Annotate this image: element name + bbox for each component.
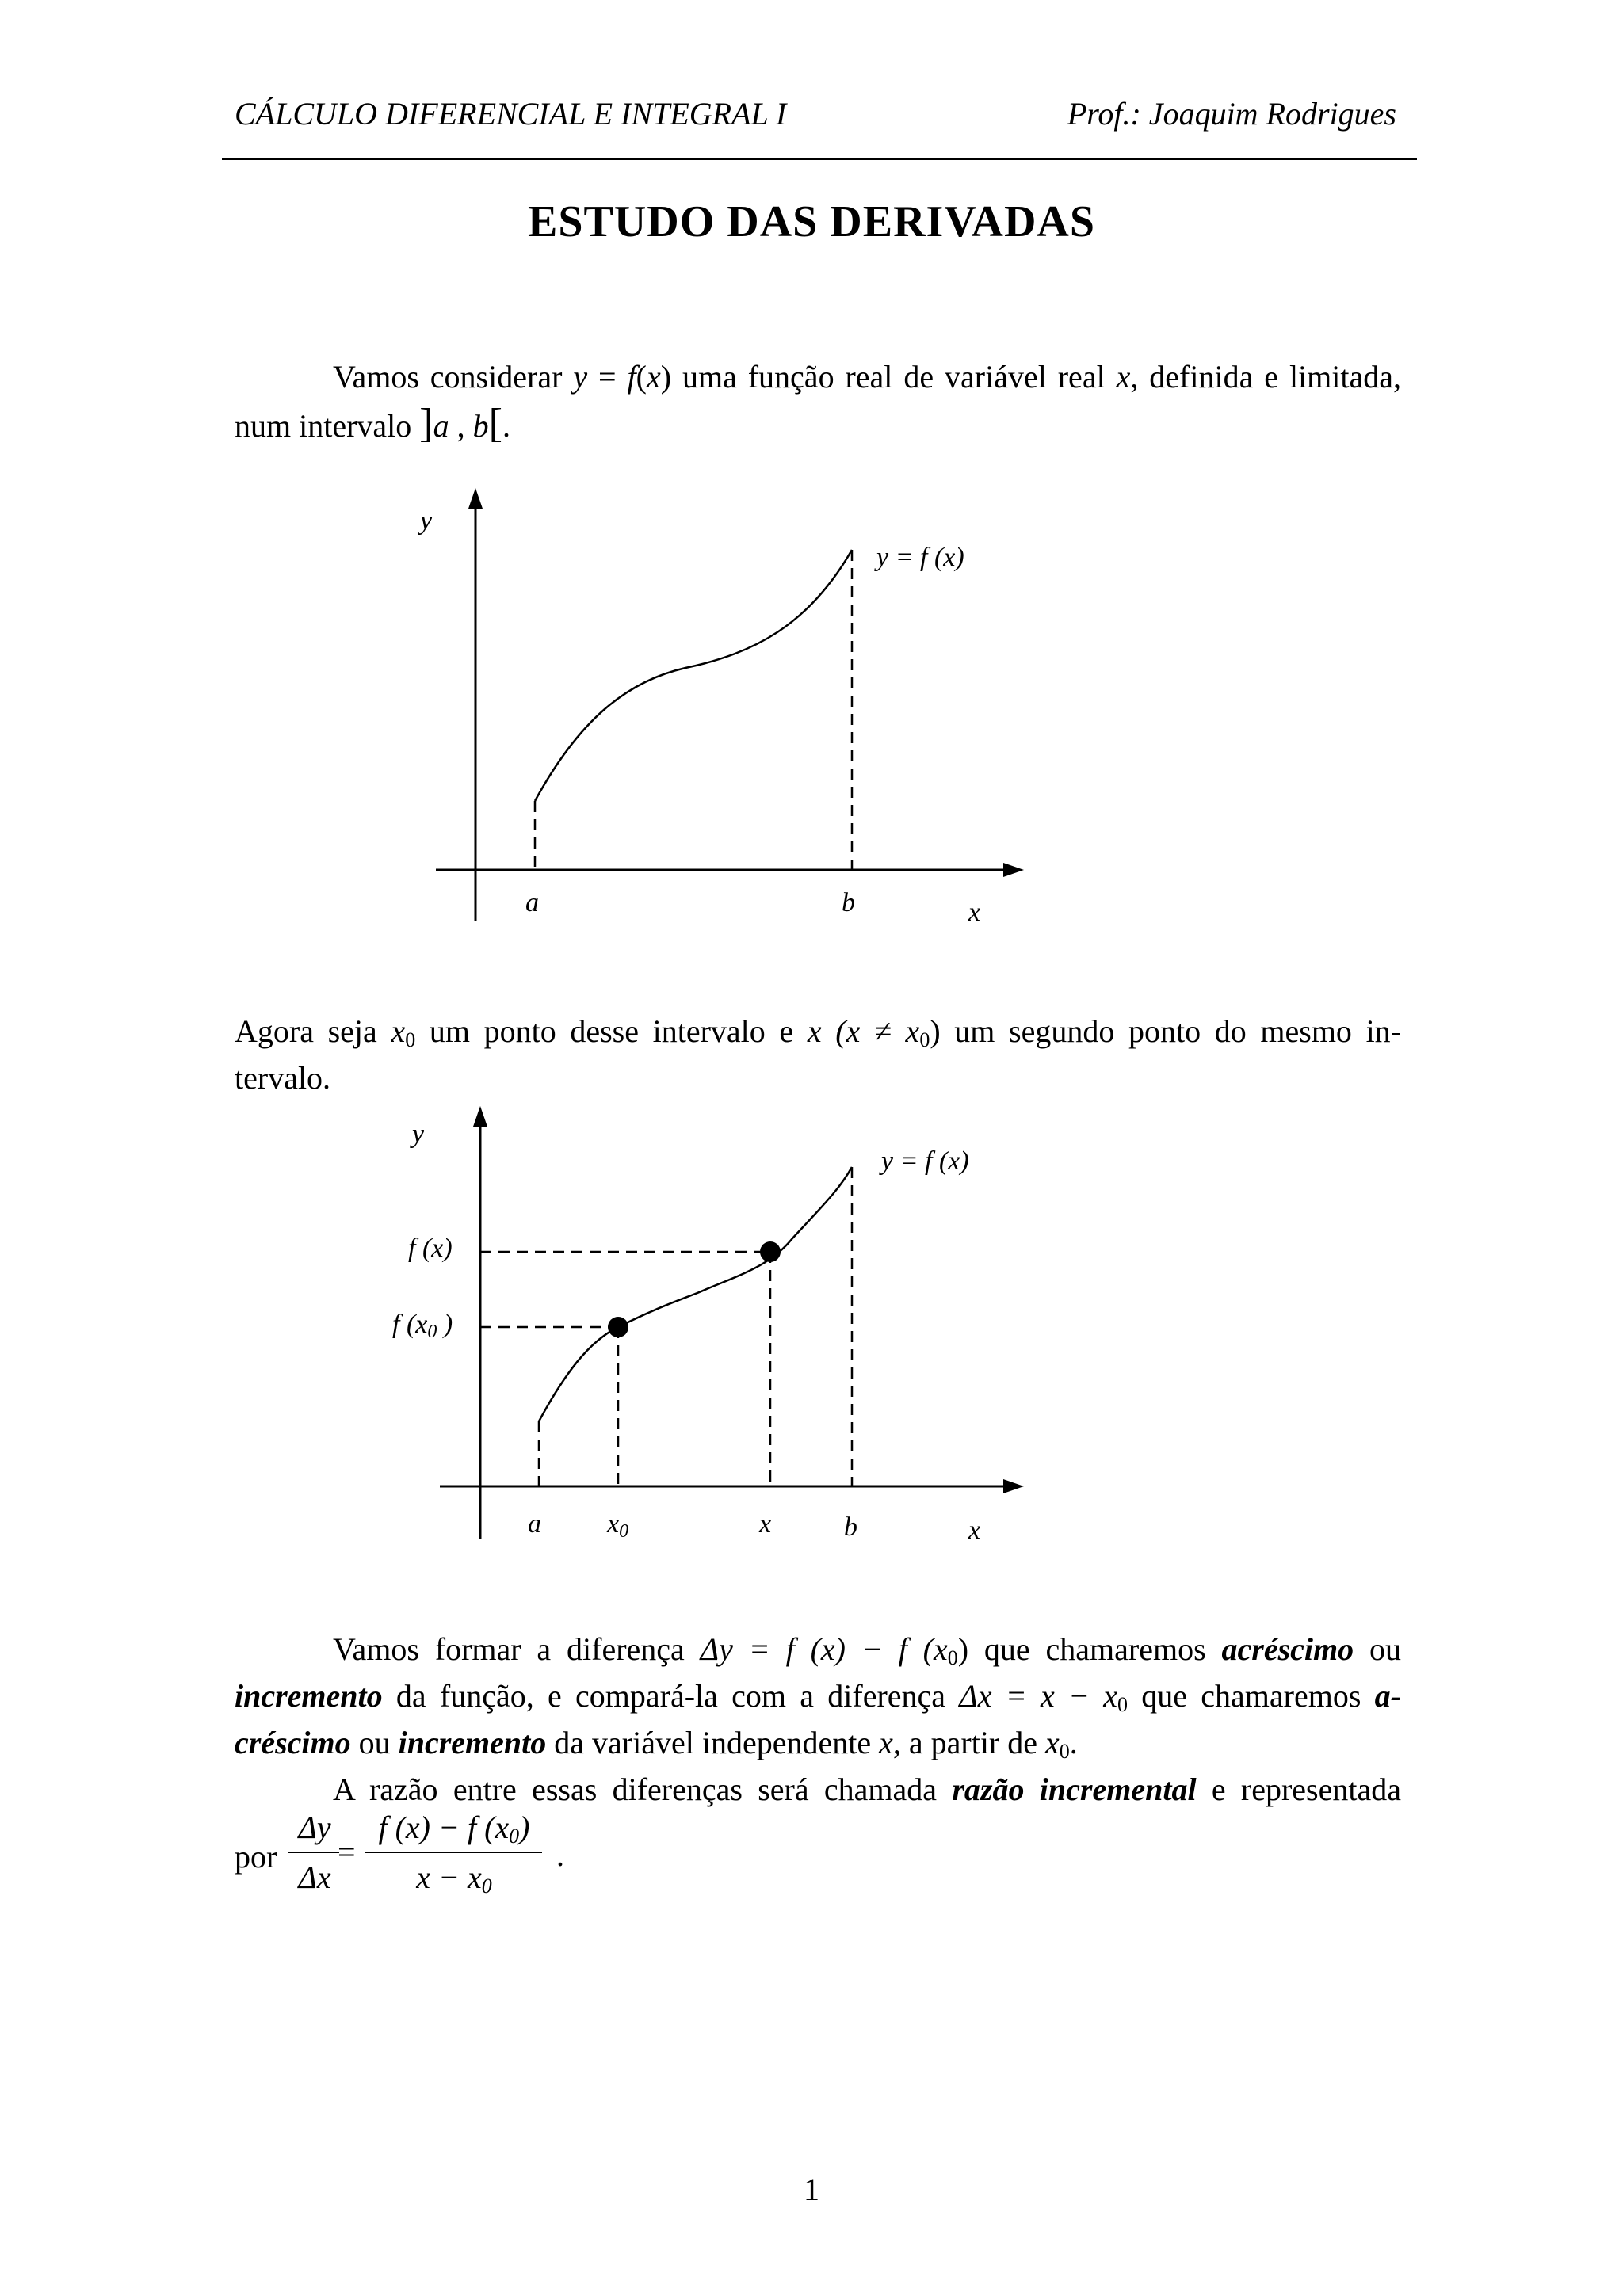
graph1-curve-label: y = f (x) bbox=[876, 543, 964, 572]
graph2-y-arrow bbox=[473, 1106, 487, 1127]
frac1-numerator: Δy bbox=[298, 1810, 331, 1845]
increment-paragraph bbox=[235, 1626, 1401, 1766]
graph2-point-x bbox=[760, 1241, 781, 1262]
graph2-point-x0 bbox=[608, 1317, 628, 1337]
graph2-x-arrow bbox=[1003, 1479, 1024, 1493]
middle-paragraph bbox=[235, 1008, 1401, 1101]
graph2-curve bbox=[539, 1167, 852, 1421]
graph1-y-label: y bbox=[420, 506, 433, 536]
ratio-por-label: por bbox=[235, 1839, 277, 1875]
graph2-b-label: b bbox=[844, 1512, 857, 1542]
professor-name: Prof.: Joaquim Rodrigues bbox=[1067, 96, 1396, 132]
graph1-x-arrow bbox=[1003, 863, 1024, 877]
frac1-denominator: Δx bbox=[298, 1859, 331, 1895]
increment-line-3: créscimo ou incremento da variável independente x, a partir de $x_0$. bbox=[235, 1725, 1078, 1763]
graph1-x-label: x bbox=[968, 898, 981, 927]
graph1-axes bbox=[436, 501, 1008, 921]
graph2-guides bbox=[480, 1167, 852, 1486]
intro-line-1: Vamos considerar y = f(x) uma função real de variável real x, definida e limitada, bbox=[333, 359, 1402, 395]
graph2-curve-label: y = f (x) bbox=[881, 1146, 969, 1176]
frac2-bar bbox=[365, 1852, 542, 1853]
ratio-line-1: A razão entre essas diferenças será chamada razão incremental e representada bbox=[333, 1772, 1401, 1807]
graph1-a-label: a bbox=[525, 888, 539, 917]
graph2-x0-label: x0 bbox=[607, 1509, 629, 1542]
graph2-y-label: y bbox=[412, 1119, 425, 1149]
frac1-bar bbox=[288, 1852, 339, 1853]
graph2-x-label: x bbox=[968, 1516, 981, 1545]
graph1-guides bbox=[535, 550, 852, 870]
page-title: ESTUDO DAS DERIVADAS bbox=[527, 197, 1096, 246]
graph2-xp-label: x bbox=[759, 1509, 772, 1539]
graph2-a-label: a bbox=[528, 1509, 541, 1539]
graph1-y-arrow bbox=[468, 488, 483, 509]
intro-paragraph-line-2: num intervalo ]a , b[. bbox=[235, 401, 510, 446]
course-title: CÁLCULO DIFERENCIAL E INTEGRAL I bbox=[235, 96, 787, 132]
middle-line-1: Agora seja $x_0$ um ponto desse intervalo e x $(x \ne x_0)$ um segundo ponto do mesmo in- bbox=[235, 1013, 1402, 1051]
frac2-denominator: $x - x_0$ bbox=[416, 1859, 492, 1897]
increment-line-1: Vamos formar a diferença Δy = f (x) − f $(x_0)$ que chamaremos acréscimo ou bbox=[333, 1631, 1401, 1669]
increment-line-2: incremento da função, e compará-la com a diferença $\Delta x = x - x_0$ que chamaremos a- bbox=[235, 1678, 1401, 1716]
page-number: 1 bbox=[804, 2172, 819, 2207]
header-divider bbox=[222, 158, 1417, 160]
graph2-fx-label: f (x) bbox=[408, 1234, 453, 1263]
graph1-curve bbox=[535, 550, 852, 801]
frac2-numerator: f (x) − f $(x_0)$ bbox=[378, 1810, 530, 1848]
graph2-fx0-label: f (x0 ) bbox=[392, 1310, 453, 1342]
graph2-axes bbox=[440, 1119, 1008, 1539]
fraction-period: . bbox=[556, 1837, 564, 1873]
graph1-b-label: b bbox=[842, 888, 855, 917]
intro-paragraph bbox=[235, 353, 1401, 400]
ratio-paragraph bbox=[235, 1766, 1401, 1813]
middle-line-2: tervalo. bbox=[235, 1060, 331, 1096]
equals-sign: = bbox=[338, 1834, 356, 1870]
